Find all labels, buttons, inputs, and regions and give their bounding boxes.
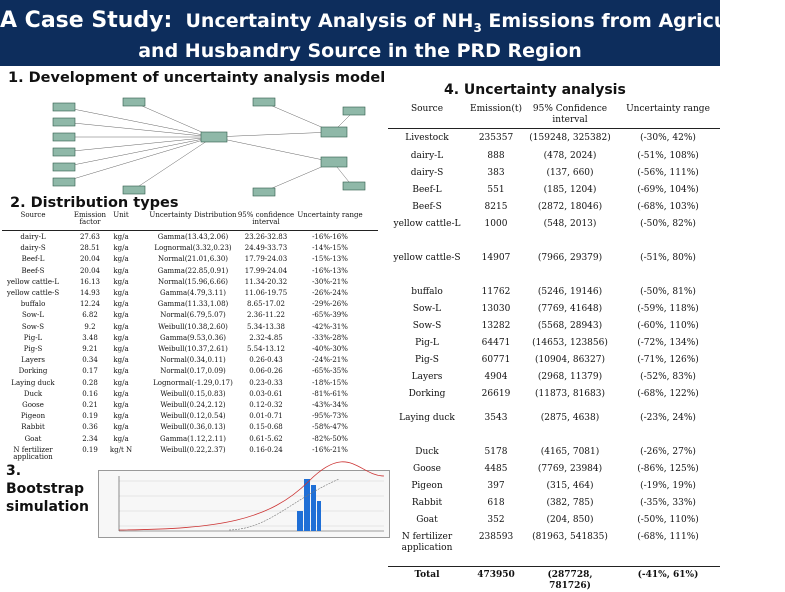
unc-table-row-cell: 551 (487, 185, 505, 195)
dist-table-row-cell: 17.79-24.03 (244, 255, 288, 264)
unc-table-row-cell: Pigeon (411, 481, 443, 491)
unc-table-row-cell: Sow-L (412, 304, 442, 314)
dist-table-row-cell: 17.99-24.04 (244, 266, 288, 275)
unc-table-row-cell: (-52%, 83%) (640, 372, 696, 382)
dist-table-row-cell: 8.65-17.02 (247, 300, 285, 309)
dist-table-header-cell: Emission factor (73, 211, 107, 226)
section-heading-bootstrap: 3. Bootstrap simulation (6, 463, 90, 515)
dist-table-row-cell: 0.21 (82, 401, 98, 409)
unc-table-row-cell: 352 (487, 515, 505, 525)
dist-table-row-cell: Normal(15.96,6.66) (157, 277, 229, 286)
dist-table-row-cell: buffalo (20, 300, 46, 309)
unc-table-row (388, 372, 720, 389)
unc-table-row-cell: 397 (487, 481, 505, 491)
unc-table-row-cell: (-35%, 33%) (640, 498, 696, 508)
unc-table-row-cell: (7769, 23984) (537, 464, 603, 474)
dist-table-row-cell: 0.28 (82, 378, 98, 387)
dist-table-row-cell: Pig-L (23, 333, 43, 342)
unc-table-row (388, 287, 720, 304)
dist-table-row-cell: -26%-24% (312, 289, 348, 297)
unc-table-row (388, 570, 720, 590)
unc-table-row-cell: Goat (416, 515, 438, 525)
dist-table-row-cell: 0.19 (82, 445, 98, 454)
dist-table-row-cell: Gamma(9.53,0.36) (159, 333, 227, 342)
unc-table-row-cell: 13282 (481, 321, 511, 331)
unc-table-row-cell: 4904 (484, 372, 508, 382)
unc-table-row-cell: (-50%, 82%) (640, 219, 696, 229)
dist-table-row-cell: Gamma(13.43,2.06) (157, 233, 229, 241)
dist-table-row-cell: kg/a (113, 389, 129, 398)
unc-table-row-cell: 618 (487, 498, 505, 508)
unc-table-row-cell: (7966, 29379) (537, 253, 603, 263)
dist-table-row-cell: Laying duck (11, 378, 55, 387)
unc-table-row-cell: (-71%, 126%) (637, 355, 699, 365)
dist-table-row-cell: Layers (21, 356, 45, 365)
dist-table-row-cell: Sow-L (21, 311, 44, 320)
unc-table-row-cell: Laying duck (399, 413, 455, 423)
dist-table-row-cell: Gamma(1.12,2.11) (159, 434, 227, 443)
dist-table-row-cell: Gamma(22.85,0.91) (157, 266, 229, 275)
dist-table-row-cell: 0.34 (82, 356, 98, 365)
unc-table-row (388, 219, 720, 253)
dist-table-row-cell: 27.63 (79, 233, 101, 241)
dist-table-row-cell: kg/a (113, 266, 129, 275)
unc-table-row (388, 253, 720, 287)
unc-table-row (388, 151, 720, 168)
dist-table-row-cell: 2.32-4.85 (249, 333, 283, 342)
dist-table-row-cell: -33%-28% (312, 333, 348, 342)
unc-table-row-cell: (-50%, 81%) (640, 287, 696, 297)
dist-table-row-cell: -18%-15% (312, 378, 348, 387)
unc-table-row-cell: (5246, 19146) (537, 287, 603, 297)
dist-table-row-cell: -30%-21% (312, 277, 348, 286)
dist-table-row-cell: kg/a (113, 378, 129, 387)
dist-table-row-cell: kg/a (113, 277, 129, 286)
dist-table-row-cell: kg/a (113, 412, 129, 421)
dist-table-row-cell: 3.48 (82, 333, 98, 342)
dist-table-row-cell: 0.12-0.32 (249, 401, 283, 409)
unc-table-row-cell: (-86%, 125%) (637, 464, 699, 474)
unc-table-row (388, 532, 720, 570)
dist-table-row-cell: 5.54-13.12 (247, 345, 285, 353)
unc-table-row (388, 338, 720, 355)
unc-table-row-cell: (7769, 41648) (537, 304, 603, 314)
unc-table-row (388, 389, 720, 413)
unc-table-row (388, 321, 720, 338)
unc-table-row-cell: 3543 (484, 413, 508, 423)
dist-table-header (2, 212, 378, 228)
dist-table-row-cell: 24.49-33.73 (244, 244, 288, 253)
dist-table-row-cell: 9.21 (82, 345, 98, 353)
unc-table-row-cell: (315, 464) (546, 481, 594, 491)
dist-table-header-cell: Unit (113, 211, 129, 219)
unc-table-row-cell: Duck (415, 447, 439, 457)
dist-table-row-cell: 11.06-19.75 (244, 289, 288, 297)
dist-table-row-cell: 0.36 (82, 423, 98, 432)
dist-table-row-cell: kg/a (113, 333, 129, 342)
unc-table-row-cell: 5178 (484, 447, 508, 457)
unc-table-row-cell: (-59%, 118%) (637, 304, 699, 314)
dist-table-row-cell: Weibull(0.24,2.12) (160, 401, 226, 409)
unc-table-row-cell: Livestock (405, 133, 449, 143)
unc-table-row-cell: (11873, 81683) (534, 389, 605, 399)
unc-table-row-cell: (14653, 123856) (532, 338, 608, 348)
unc-table-row-cell: yellow cattle-L (393, 219, 461, 229)
unc-table-row-cell: (5568, 28943) (537, 321, 603, 331)
dist-table-row-cell: -65%-39% (312, 311, 348, 320)
unc-table-row-cell: dairy-L (410, 151, 444, 161)
dist-table-row-cell: 0.17 (82, 367, 98, 376)
dist-table-row-cell: Weibull(0.22,2.37) (160, 445, 226, 454)
dist-table-row-cell: kg/a (113, 423, 129, 432)
dist-table-row-cell: dairy-L (20, 233, 46, 241)
unc-table-row-cell: 26619 (481, 389, 511, 399)
unc-table-row-cell: (548, 2013) (543, 219, 597, 229)
dist-table-row-cell: -65%-35% (312, 367, 348, 376)
dist-table-row (2, 424, 378, 435)
unc-table-row-cell: N fertilizer application (401, 532, 453, 553)
dist-table-row-cell: Weibull(0.15,0.83) (160, 389, 226, 398)
dist-table-row-cell: kg/a (113, 244, 129, 253)
unc-table-header-cell: Uncertainty range (626, 104, 710, 114)
dist-table-row-cell: kg/a (113, 233, 129, 241)
title-end: Emissions from Agricultural (481, 10, 785, 32)
unc-table-row-cell: (-41%, 61%) (637, 570, 699, 580)
dist-table-header-cell: Uncertainty Distribution (149, 211, 237, 219)
title-banner (0, 0, 785, 66)
unc-table-row-cell: Rabbit (411, 498, 443, 508)
model-diagram (33, 92, 383, 200)
dist-table-row-cell: Beef-S (21, 266, 45, 275)
dist-table-row-cell: 0.16 (82, 389, 98, 398)
dist-table-row-cell: 16.13 (79, 277, 101, 286)
unc-table-row (388, 304, 720, 321)
dist-table-row-cell: 23.26-32.83 (244, 233, 288, 241)
unc-table-row-cell: 238593 (478, 532, 514, 542)
unc-table-row-cell: buffalo (411, 287, 443, 297)
dist-table-row-cell: kg/a (113, 434, 129, 443)
unc-table-row-cell: Beef-S (412, 202, 442, 212)
unc-table-row-cell: 4485 (484, 464, 508, 474)
dist-table-row-cell: 0.16-0.24 (249, 445, 283, 454)
unc-table-row (388, 355, 720, 372)
dist-table-row-cell: 0.01-0.71 (249, 412, 283, 421)
unc-table-row (388, 133, 720, 151)
dist-table-row-cell: Normal(6.79,5.07) (160, 311, 226, 320)
dist-table-row-cell: 5.34-13.38 (247, 322, 285, 331)
unc-table-row-cell: (10904, 86327) (534, 355, 605, 365)
unc-table-row-cell: (-68%, 111%) (637, 532, 699, 542)
uncertainty-results-table (388, 98, 720, 591)
unc-table-row-cell: dairy-S (410, 168, 444, 178)
dist-table-row-cell: kg/a (113, 356, 129, 365)
unc-table-row (388, 413, 720, 447)
dist-table-row-cell: yellow cattle-S (6, 289, 60, 297)
unc-table-row-cell: (2875, 4638) (540, 413, 600, 423)
unc-table-row-cell: (81963, 541835) (532, 532, 608, 542)
dist-table-row-cell: -81%-61% (312, 389, 348, 398)
dist-table-row-cell: Sow-S (21, 322, 45, 331)
unc-table-row-cell: Pig-L (415, 338, 439, 348)
title-main: Uncertainty Analysis of NH (185, 10, 474, 32)
unc-table-row-cell: (-30%, 42%) (640, 133, 696, 143)
dist-table-row-cell: 0.03-0.61 (249, 389, 283, 398)
unc-table-row-cell: 235357 (478, 133, 514, 143)
dist-table-row-cell: Normal(0.34,0.11) (160, 356, 226, 365)
unc-table-row-cell: (-56%, 111%) (637, 168, 699, 178)
unc-table-row-cell: Total (414, 570, 440, 580)
dist-table-row-cell: Normal(21.01,6.30) (157, 255, 229, 264)
dist-table-row-cell: Normal(0.17,0.09) (160, 367, 226, 376)
dist-table-row-cell: Weibull(10.38,2.60) (158, 322, 228, 331)
unc-table-row-cell: (-19%, 19%) (640, 481, 696, 491)
unc-table-row-cell: Dorking (408, 389, 446, 399)
dist-table-row-cell: Rabbit (21, 423, 45, 432)
dist-table-row-cell: 0.23-0.33 (249, 378, 283, 387)
unc-table-row-cell: (2872, 18046) (537, 202, 603, 212)
title-line-2: and Husbandry Source in the PRD Region (138, 40, 582, 62)
dist-table-row-cell: 12.24 (79, 300, 101, 309)
dist-table-row-cell: N fertilizer application (13, 445, 53, 461)
dist-table-row-cell: 2.34 (82, 434, 98, 443)
unc-table-header-cell: Source (410, 104, 444, 114)
dist-table-row-cell: Beef-L (21, 255, 45, 264)
dist-table-row-cell: kg/t N (109, 445, 133, 454)
dist-table-row-cell: Gamma(4.79,3.11) (159, 289, 227, 297)
section-heading-model: 1. Development of uncertainty analysis model (8, 70, 386, 86)
dist-table-row-cell: Gamma(11.33,1.08) (157, 300, 229, 309)
unc-table-row (388, 447, 720, 464)
dist-table-row-cell: kg/a (113, 322, 129, 331)
dist-table-row-cell: -58%-47% (312, 423, 348, 432)
dist-table-row-cell: Weibull(0.12,0.54) (160, 412, 226, 421)
unc-table-row-cell: (137, 660) (546, 168, 594, 178)
unc-table-row-cell: yellow cattle-S (393, 253, 461, 263)
dist-table-header-cell: Uncertainty range (297, 211, 363, 219)
title-prefix: A Case Study: (0, 8, 173, 33)
dist-table-row-cell: 0.26-0.43 (249, 356, 283, 365)
dist-table-row-cell: -15%-13% (312, 255, 348, 264)
title-line-1 (0, 8, 785, 35)
unc-table-header-cell: Emission(t) (470, 104, 522, 114)
dist-table-row-cell: 14.93 (79, 289, 101, 297)
dist-table-header-cell: 95% confidence interval (237, 211, 295, 226)
unc-table-row-cell: 8215 (484, 202, 508, 212)
title-subscript: 3 (473, 20, 482, 35)
unc-table-row-cell: (287728, 781726) (547, 570, 593, 591)
unc-table-row-cell: Beef-L (412, 185, 442, 195)
unc-table-row (388, 498, 720, 515)
unc-table-row-cell: (478, 2024) (543, 151, 597, 161)
dist-table-row-cell: Lognormal(3.32,0.23) (154, 244, 232, 253)
unc-table-row-cell: (-69%, 104%) (637, 185, 699, 195)
dist-table-row-cell: kg/a (113, 311, 129, 320)
bootstrap-simulation-plot (98, 470, 390, 538)
dist-table-row-cell: -43%-34% (312, 401, 348, 409)
dist-table-row-cell: 11.34-20.32 (244, 277, 288, 286)
dist-table-row (2, 368, 378, 379)
dist-table-row-cell: Weibull(0.36,0.13) (160, 423, 226, 432)
section-heading-distribution: 2. Distribution types (10, 195, 179, 211)
dist-table-row-cell: 0.19 (82, 412, 98, 421)
dist-table-row-cell: kg/a (113, 289, 129, 297)
unc-table-top-rule (388, 128, 720, 129)
dist-table-row-cell: 6.82 (82, 311, 98, 320)
dist-table-divider (2, 230, 378, 231)
dist-table-row-cell: 0.61-5.62 (249, 434, 283, 443)
dist-table-row (2, 312, 378, 323)
dist-table-row-cell: kg/a (113, 300, 129, 309)
unc-table-row-cell: 13030 (481, 304, 511, 314)
dist-table-row-cell: Goose (22, 401, 44, 409)
dist-table-row-cell: 0.15-0.68 (249, 423, 283, 432)
unc-table-row-cell: Goose (413, 464, 441, 474)
dist-table-row-cell: -42%-31% (312, 322, 348, 331)
dist-table-row-cell: -82%-50% (312, 434, 348, 443)
dist-table-row-cell: 20.04 (79, 255, 101, 264)
unc-table-row-cell: (4165, 7081) (540, 447, 600, 457)
dist-table-row-cell: 20.04 (79, 266, 101, 275)
dist-table-row-cell: -40%-30% (312, 345, 348, 353)
unc-table-row-cell: Sow-S (412, 321, 442, 331)
unc-table-row-cell: (-26%, 27%) (640, 447, 696, 457)
dist-table-row-cell: -14%-15% (312, 244, 348, 253)
unc-table-row-cell: (-51%, 80%) (640, 253, 696, 263)
unc-table-row (388, 464, 720, 481)
unc-table-row-cell: (204, 850) (546, 515, 594, 525)
section-heading-uncertainty: 4. Uncertainty analysis (444, 82, 626, 98)
dist-table-row-cell: Duck (23, 389, 43, 398)
unc-table-row-cell: Layers (411, 372, 443, 382)
dist-table-row-cell: 9.2 (84, 322, 96, 331)
unc-table-row-cell: 1000 (484, 219, 508, 229)
unc-table-row-cell: Pig-S (415, 355, 439, 365)
dist-table-row-cell: -16%-13% (312, 266, 348, 275)
dist-table-row-cell: kg/a (113, 345, 129, 353)
dist-table-row-cell: dairy-S (20, 244, 46, 253)
unc-table-row-cell: (-68%, 103%) (637, 202, 699, 212)
dist-table-row-cell: -24%-21% (312, 356, 348, 365)
unc-table-row-cell: (2968, 11379) (537, 372, 603, 382)
unc-table-row-cell: 64471 (481, 338, 511, 348)
unc-table-row-cell: (-50%, 110%) (637, 515, 699, 525)
dist-table-row-cell: 2.36-11.22 (247, 311, 285, 320)
dist-table-row-cell: 0.06-0.26 (249, 367, 283, 376)
unc-table-header (388, 104, 720, 130)
unc-table-total-rule (388, 566, 720, 567)
dist-table-row-cell: Pig-S (23, 345, 43, 353)
unc-table-row-cell: (382, 785) (546, 498, 594, 508)
unc-table-row (388, 481, 720, 498)
unc-table-header-cell: 95% Confidence interval (532, 104, 608, 125)
dist-table-row-cell: -29%-26% (312, 300, 348, 309)
dist-table-row-cell: Lognormal(-1.29,0.17) (153, 378, 233, 387)
dist-table-row-cell: kg/a (113, 255, 129, 264)
dist-table-row-cell: yellow cattle-L (6, 277, 60, 286)
unc-table-row (388, 515, 720, 532)
dist-table-row-cell: 28.51 (79, 244, 101, 253)
dist-table-row-cell: kg/a (113, 367, 129, 376)
unc-table-row-cell: 60771 (481, 355, 511, 365)
unc-table-row-cell: (-72%, 134%) (637, 338, 699, 348)
unc-table-row (388, 185, 720, 202)
dist-table-row-cell: Dorking (18, 367, 48, 376)
dist-table-header-cell: Source (20, 211, 46, 219)
dist-table-row-cell: -16%-21% (312, 445, 348, 454)
unc-table-row-cell: 14907 (481, 253, 511, 263)
dist-table-row-cell: -95%-73% (312, 412, 348, 421)
unc-table-row-cell: (-60%, 110%) (637, 321, 699, 331)
unc-table-row-cell: 888 (487, 151, 505, 161)
unc-table-row-cell: (-51%, 108%) (637, 151, 699, 161)
dist-table-row-cell: Weibull(10.37,2.61) (158, 345, 228, 353)
unc-table-row-cell: 473950 (477, 570, 515, 580)
unc-table-row (388, 168, 720, 185)
unc-table-row-cell: 383 (487, 168, 505, 178)
dist-table-row-cell: -16%-16% (312, 233, 348, 241)
dist-table-row-cell: kg/a (113, 401, 129, 409)
unc-table-row-cell: (-23%, 24%) (640, 413, 696, 423)
unc-table-row (388, 202, 720, 219)
dist-table-row (2, 256, 378, 267)
unc-table-row-cell: (159248, 325382) (529, 133, 611, 143)
dist-table-row (2, 447, 378, 465)
dist-table-row-cell: Goat (24, 434, 42, 443)
unc-table-row-cell: (185, 1204) (543, 185, 597, 195)
dist-table-row-cell: Pigeon (20, 412, 46, 421)
unc-table-row-cell: 11762 (481, 287, 511, 297)
unc-table-row-cell: (-68%, 122%) (637, 389, 699, 399)
